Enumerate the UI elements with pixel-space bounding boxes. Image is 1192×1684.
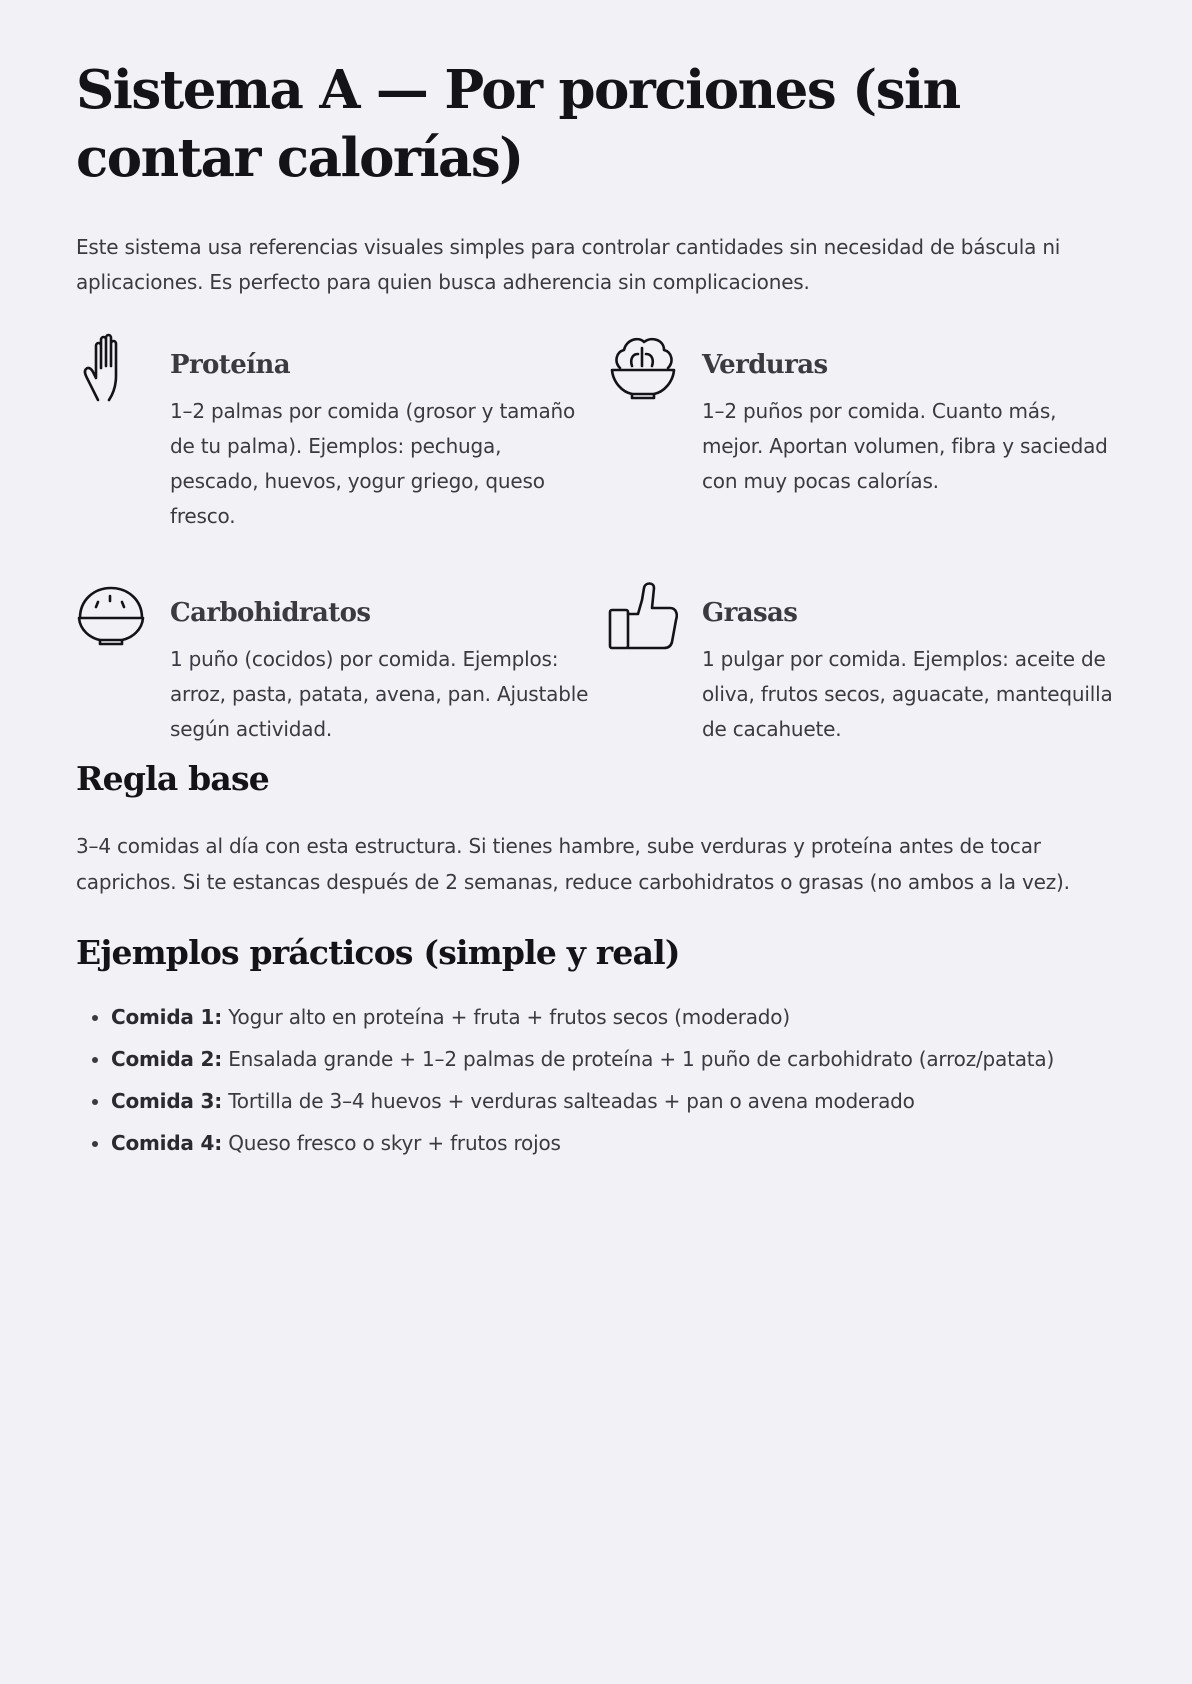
list-item [111,996,1116,1038]
list-item [111,1080,1116,1122]
page-title: Sistema A — Por porciones (sin contar calorías) [76,59,960,189]
card-title: Grasas [702,598,798,628]
list-item [111,1038,1116,1080]
rule-text: 3–4 comidas al día con esta estructura. Si tienes hambre, sube verduras y proteína antes de tocar caprichos. Si te estancas después de 2 semanas, reduce carbohidratos o grasas (no ambos a la vez). [76,834,1070,894]
examples-section [76,932,1116,1164]
list-item-text: Queso fresco o skyr + frutos rojos [228,1131,561,1155]
list-item-label: Comida 2: [111,1047,223,1071]
examples-list [76,996,1116,1164]
card-text: 1 puño (cocidos) por comida. Ejemplos: arroz, pasta, patata, avena, pan. Ajustable según actividad. [170,647,589,741]
list-item-text: Yogur alto en proteína + fruta + frutos secos (moderado) [228,1005,790,1029]
examples-heading: Ejemplos prácticos (simple y real) [76,933,680,972]
thumbs-up-icon [608,580,678,652]
portion-grid [76,318,1116,758]
rule-heading: Regla base [76,759,269,798]
list-item-label: Comida 4: [111,1131,223,1155]
rule-section [76,758,1116,900]
list-item-text: Tortilla de 3–4 huevos + verduras salteadas + pan o avena moderado [228,1089,915,1113]
card-title: Carbohidratos [170,598,371,628]
list-item-label: Comida 1: [111,1005,223,1029]
card-text: 1–2 puños por comida. Cuanto más, mejor. Aportan volumen, fibra y saciedad con muy pocas calorías. [702,399,1108,493]
list-item-label: Comida 3: [111,1089,223,1113]
intro-paragraph: Este sistema usa referencias visuales simples para controlar cantidades sin necesidad de báscula ni aplicaciones. Es perfecto para quien busca adherencia sin complicaciones. [76,235,1061,294]
card-title: Verduras [702,350,828,380]
list-item-text: Ensalada grande + 1–2 palmas de proteína + 1 puño de carbohidrato (arroz/patata) [228,1047,1055,1071]
salad-bowl-icon [608,332,678,404]
list-item [111,1122,1116,1164]
card-title: Proteína [170,350,290,380]
rice-bowl-icon [76,580,146,652]
card-text: 1 pulgar por comida. Ejemplos: aceite de oliva, frutos secos, aguacate, mantequilla de cacahuete. [702,647,1113,741]
card-text: 1–2 palmas por comida (grosor y tamaño de tu palma). Ejemplos: pechuga, pescado, huevos, yogur griego, queso fresco. [170,399,576,528]
hand-icon [76,332,146,404]
